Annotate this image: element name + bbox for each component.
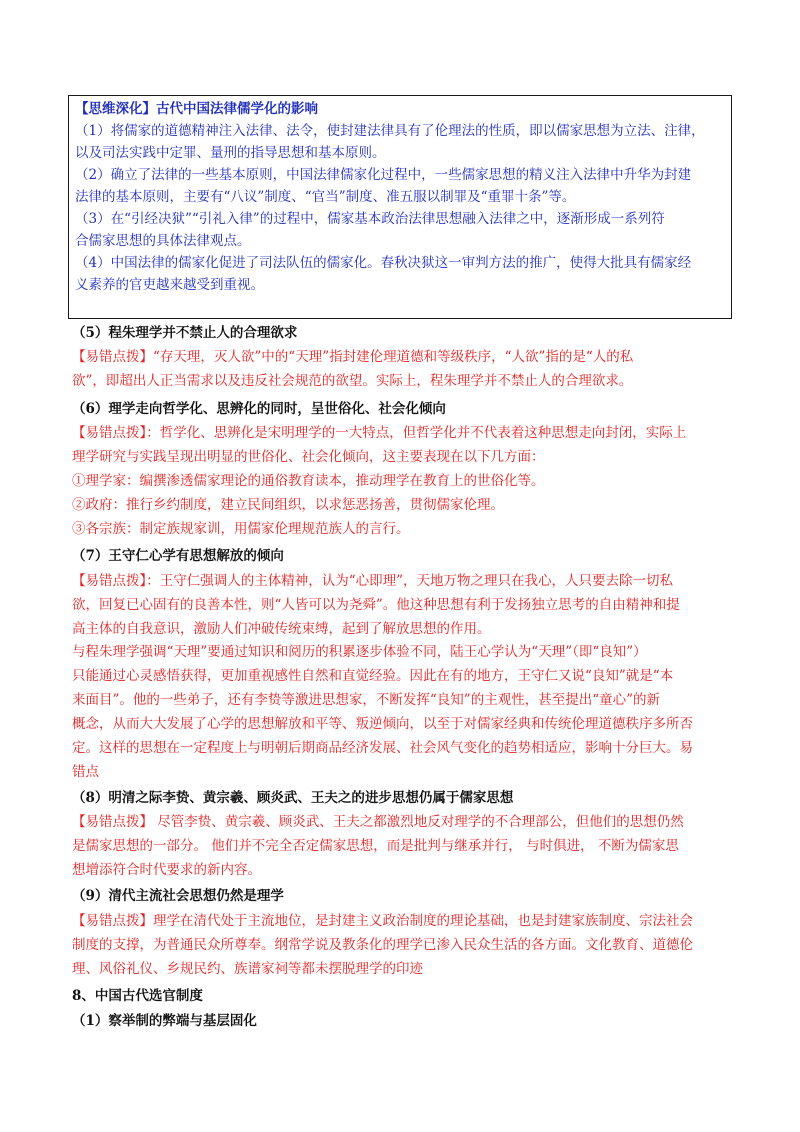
section-7-line: 只能通过心灵感悟获得，更加重视感性自然和直觉经验。因此在有的地方，王守仁又说“良知”就是“本 [72,668,674,684]
section-7-line: 【易错点拨】：王守仁强调人的主体精神，认为“心即理”，天地万物之理只在我心，人只要去除一切私 [72,573,674,589]
section-7-line: 概念，从而大大发展了心学的思想解放和平等、叛逆倾向，以至于对儒家经典和传统伦理道德秩序多所否 [72,716,693,732]
section-7-line: 欲，回复已心固有的良善本性，则“人皆可以为尧舜”。他这种思想有利于发扬独立思考的自由精神和提 [72,597,680,613]
section-6-line: 理学研究与实践呈现出明显的世俗化、社会化倾向，这主要表现在以下几方面： [72,449,545,465]
section-5-heading: （5）程朱理学并不禁止人的合理欲求 [72,325,298,341]
box-line: 义素养的官吏越来越受到重视。 [75,277,264,293]
section-6-heading: （6）理学走向哲学化、思辨化的同时，呈世俗化、社会化倾向 [72,401,446,417]
section-8-heading: （8）明清之际李贽、黄宗羲、顾炎武、王夫之的进步思想仍属于儒家思想 [72,790,514,806]
section-7-line: 定。这样的思想在一定程度上与明朝后期商品经济发展、社会风气变化的趋势相适应，影响十分巨大。易 [72,740,693,756]
section-7-line: 与程朱理学强调“天理”要通过知识和阅历的积累逐步体验不同，陆王心学认为“天理”（即“良知”） [72,644,647,660]
box-line: （1）将儒家的道德精神注入法律、法令，使封建法律具有了伦理法的性质，即以儒家思想为立法、注律， [75,123,705,139]
section-5-line: 欲”，即超出人正当需求以及违反社会规范的欲望。实际上，程朱理学并不禁止人的合理欲求。 [72,373,633,389]
section-6-line: 【易错点拨】：哲学化、思辨化是宋明理学的一大特点，但哲学化并不代表着这种思想走向封闭，实际上 [72,425,687,441]
box-line: （2）确立了法律的一些基本原则，中国法律儒家化过程中，一些儒家思想的精义注入法律中升华为封建 [75,167,692,183]
box-line: 法律的基本原则，主要有“八议”制度、“官当”制度、准五服以制罪及“重罪十条”等。 [75,189,576,205]
box-line: 合儒家思想的具体法律观点。 [75,233,251,249]
box-title: 【思维深化】古代中国法律儒学化的影响 [75,101,318,117]
section-6-line: ②政府：推行乡约制度，建立民间组织，以求惩恶扬善，贯彻儒家伦理。 [72,497,504,513]
section-9-line: 【易错点拨】理学在清代处于主流地位，是封建主义政治制度的理论基础，也是封建家族制度、宗法社会 [72,913,693,929]
section-8-line: 【易错点拨】 尽管李贽、黄宗羲、顾炎武、王夫之都激烈地反对理学的不合理部公，但他们的思想仍然 [72,814,684,830]
box-line: （4）中国法律的儒家化促进了司法队伍的儒家化。春秋决狱这一审判方法的推广，使得大批具有儒家经 [75,255,692,271]
section-6-line: ③各宗族：制定族规家训，用儒家伦理规范族人的言行。 [72,521,410,537]
section-5-line: 【易错点拨】“存天理，灭人欲”中的“天理”指封建伦理道德和等级秩序，“人欲”指的是“人的私 [72,349,634,365]
section-7-line: 来面目”。他的一些弟子，还有李贽等激进思想家，不断发挥“良知”的主观性，甚至提出“童心”的新 [72,692,661,708]
section-7-heading: （7）王守仁心学有思想解放的倾向 [72,548,284,564]
box-line: （3）在“引经决狱”“引礼入律”的过程中，儒家基本政治法律思想融入法律之中，逐渐形成一系列符 [75,211,665,227]
chapter-8-subheading: （1）察举制的弊端与基层固化 [72,1013,257,1029]
thinking-deepening-box [68,95,732,319]
chapter-8-heading: 8、中国古代选官制度 [72,988,203,1004]
box-line: 以及司法实践中定罪、量刑的指导思想和基本原则。 [75,145,386,161]
section-8-line: 想增添符合时代要求的新内容。 [72,862,261,878]
section-8-line: 是儒家思想的一部分。 他们并不完全否定儒家思想，而是批判与继承并行， 与时俱进， 不断为儒家思 [72,838,679,854]
section-9-heading: （9）清代主流社会思想仍然是理学 [72,888,284,904]
section-6-line: ①理学家：编撰渗透儒家理论的通俗教育读本，推动理学在教育上的世俗化等。 [72,473,545,489]
section-9-line: 制度的支撑，为普通民众所尊奉。纲常学说及教条化的理学已渗入民众生活的各方面。文化教育、道德伦 [72,937,693,953]
section-7-line: 高主体的自我意识，激励人们冲破传统束缚，起到了解放思想的作用。 [72,621,491,637]
section-7-line: 错点 [72,764,99,780]
section-9-line: 理、风俗礼仪、乡规民约、族谱家祠等都未摆脱理学的印迹 [72,961,423,977]
